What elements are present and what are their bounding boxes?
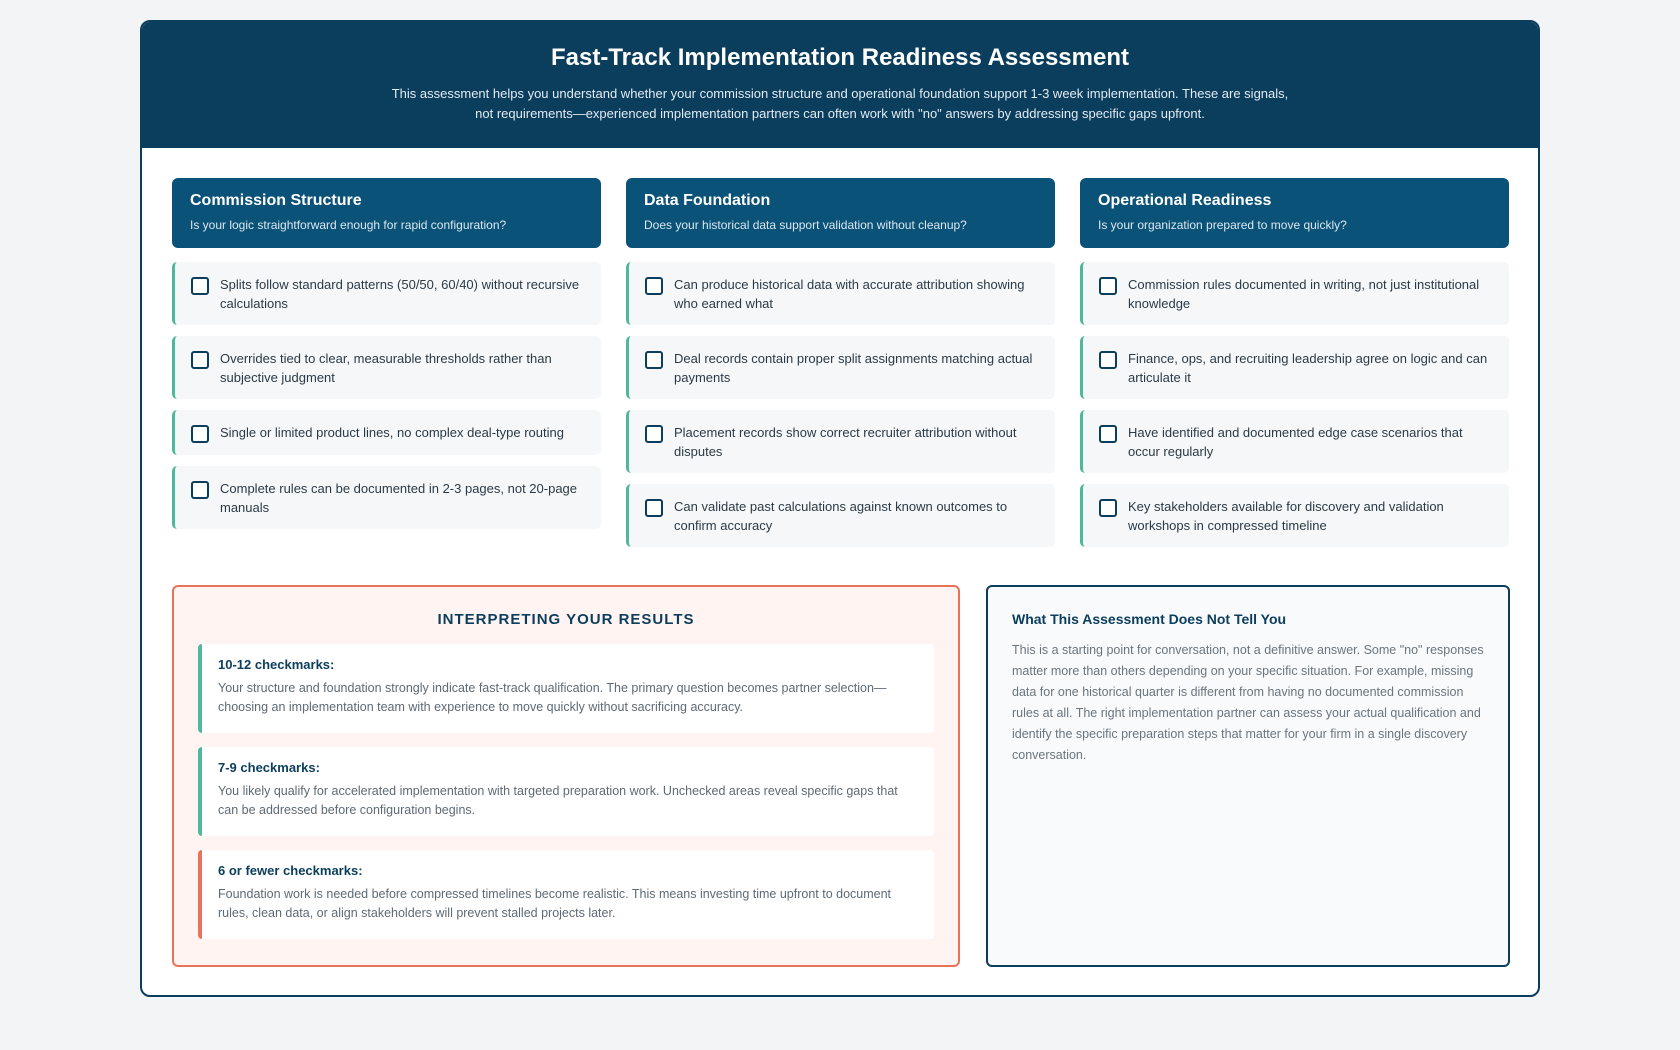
tier-heading: 7-9 checkmarks:: [218, 760, 320, 775]
checkbox[interactable]: [1099, 499, 1117, 517]
note-title: What This Assessment Does Not Tell You: [1012, 611, 1287, 627]
column-header: [1080, 178, 1509, 248]
checkbox[interactable]: [645, 277, 663, 295]
column-title: Data Foundation: [644, 192, 771, 209]
checkbox[interactable]: [645, 351, 663, 369]
column-header: [626, 178, 1055, 248]
column-data-foundation: [626, 178, 1055, 568]
result-tier-low: [198, 850, 934, 939]
checklist-item-label: Commission rules documented in writing, not just institutional knowledge: [1128, 277, 1480, 311]
column-subtitle: Is your logic straightforward enough for rapid configuration?: [190, 218, 507, 232]
results-panel: [172, 585, 960, 967]
column-commission-structure: [172, 178, 601, 568]
checklist-item[interactable]: [1080, 262, 1509, 325]
checklist-columns: [172, 178, 1510, 568]
checklist-item[interactable]: [626, 262, 1055, 325]
checkbox[interactable]: [1099, 425, 1117, 443]
checklist-item[interactable]: [626, 410, 1055, 473]
checkbox[interactable]: [1099, 277, 1117, 295]
column-header: [172, 178, 601, 248]
checkbox[interactable]: [191, 351, 209, 369]
column-subtitle: Is your organization prepared to move quickly?: [1098, 218, 1347, 232]
checklist-item-label: Placement records show correct recruiter attribution without disputes: [674, 425, 1017, 459]
tier-text: You likely qualify for accelerated implementation with targeted preparation work. Unchecked areas reveal specific gaps that can be addressed before configuration begins.: [218, 784, 898, 817]
checklist-item-label: Can validate past calculations against known outcomes to confirm accuracy: [674, 499, 1008, 533]
column-subtitle: Does your historical data support validation without cleanup?: [644, 218, 967, 232]
checklist-item[interactable]: [172, 410, 601, 455]
checklist-item-label: Finance, ops, and recruiting leadership agree on logic and can articulate it: [1128, 351, 1488, 385]
intro-text: This assessment helps you understand whether your commission structure and operational foundation support 1-3 week implementation. These are signals, not requirements—experienced implementation partners can often work with "no" answers by addressing specific gaps upfront.: [391, 86, 1289, 121]
note-text: This is a starting point for conversation, not a definitive answer. Some "no" responses matter more than others depending on your specific situation. For example, missing data for one historical quarter is different from having no documented commission rules at all. The right implementation partner can assess your actual qualification and identify the specific preparation steps that matter for your firm in a single discovery conversation.: [1012, 643, 1484, 762]
assessment-card: [140, 20, 1540, 997]
checklist-item-label: Key stakeholders available for discovery and validation workshops in compressed timeline: [1128, 499, 1444, 533]
column-title: Commission Structure: [190, 192, 362, 209]
results-title: INTERPRETING YOUR RESULTS: [437, 611, 695, 628]
tier-heading: 6 or fewer checkmarks:: [218, 863, 363, 878]
checkbox[interactable]: [191, 481, 209, 499]
checklist-item[interactable]: [172, 466, 601, 529]
checkbox[interactable]: [645, 499, 663, 517]
limitations-note: [986, 585, 1510, 967]
checklist-item-label: Have identified and documented edge case scenarios that occur regularly: [1128, 425, 1463, 459]
checklist-item-label: Can produce historical data with accurate attribution showing who earned what: [674, 277, 1025, 311]
checkbox[interactable]: [1099, 351, 1117, 369]
tier-heading: 10-12 checkmarks:: [218, 657, 335, 672]
checklist-item[interactable]: [1080, 410, 1509, 473]
tier-text: Foundation work is needed before compressed timelines become realistic. This means investing time upfront to document rules, clean data, or align stakeholders will prevent stalled projects later.: [218, 887, 892, 920]
checklist-item[interactable]: [172, 336, 601, 399]
checklist-item[interactable]: [1080, 484, 1509, 547]
checkbox[interactable]: [645, 425, 663, 443]
checklist-item-label: Complete rules can be documented in 2-3 pages, not 20-page manuals: [220, 481, 578, 515]
column-operational-readiness: [1080, 178, 1509, 568]
checklist-item[interactable]: [172, 262, 601, 325]
checklist-item-label: Splits follow standard patterns (50/50, 60/40) without recursive calculations: [220, 277, 580, 311]
checklist-item[interactable]: [1080, 336, 1509, 399]
checkbox[interactable]: [191, 277, 209, 295]
checklist-item-label: Deal records contain proper split assignments matching actual payments: [674, 351, 1033, 385]
checklist-item[interactable]: [626, 484, 1055, 547]
tier-text: Your structure and foundation strongly indicate fast-track qualification. The primary question becomes partner selection—choosing an implementation team with experience to move quickly without sacrificing accuracy.: [218, 681, 887, 714]
result-tier-high: [198, 644, 934, 733]
page-title: Fast-Track Implementation Readiness Assessment: [551, 44, 1129, 71]
column-title: Operational Readiness: [1098, 192, 1272, 209]
checkbox[interactable]: [191, 425, 209, 443]
checklist-item-label: Single or limited product lines, no complex deal-type routing: [220, 425, 564, 440]
checklist-item-label: Overrides tied to clear, measurable thresholds rather than subjective judgment: [220, 351, 552, 385]
checklist-item[interactable]: [626, 336, 1055, 399]
assessment-header: [142, 22, 1538, 148]
result-tier-medium: [198, 747, 934, 836]
